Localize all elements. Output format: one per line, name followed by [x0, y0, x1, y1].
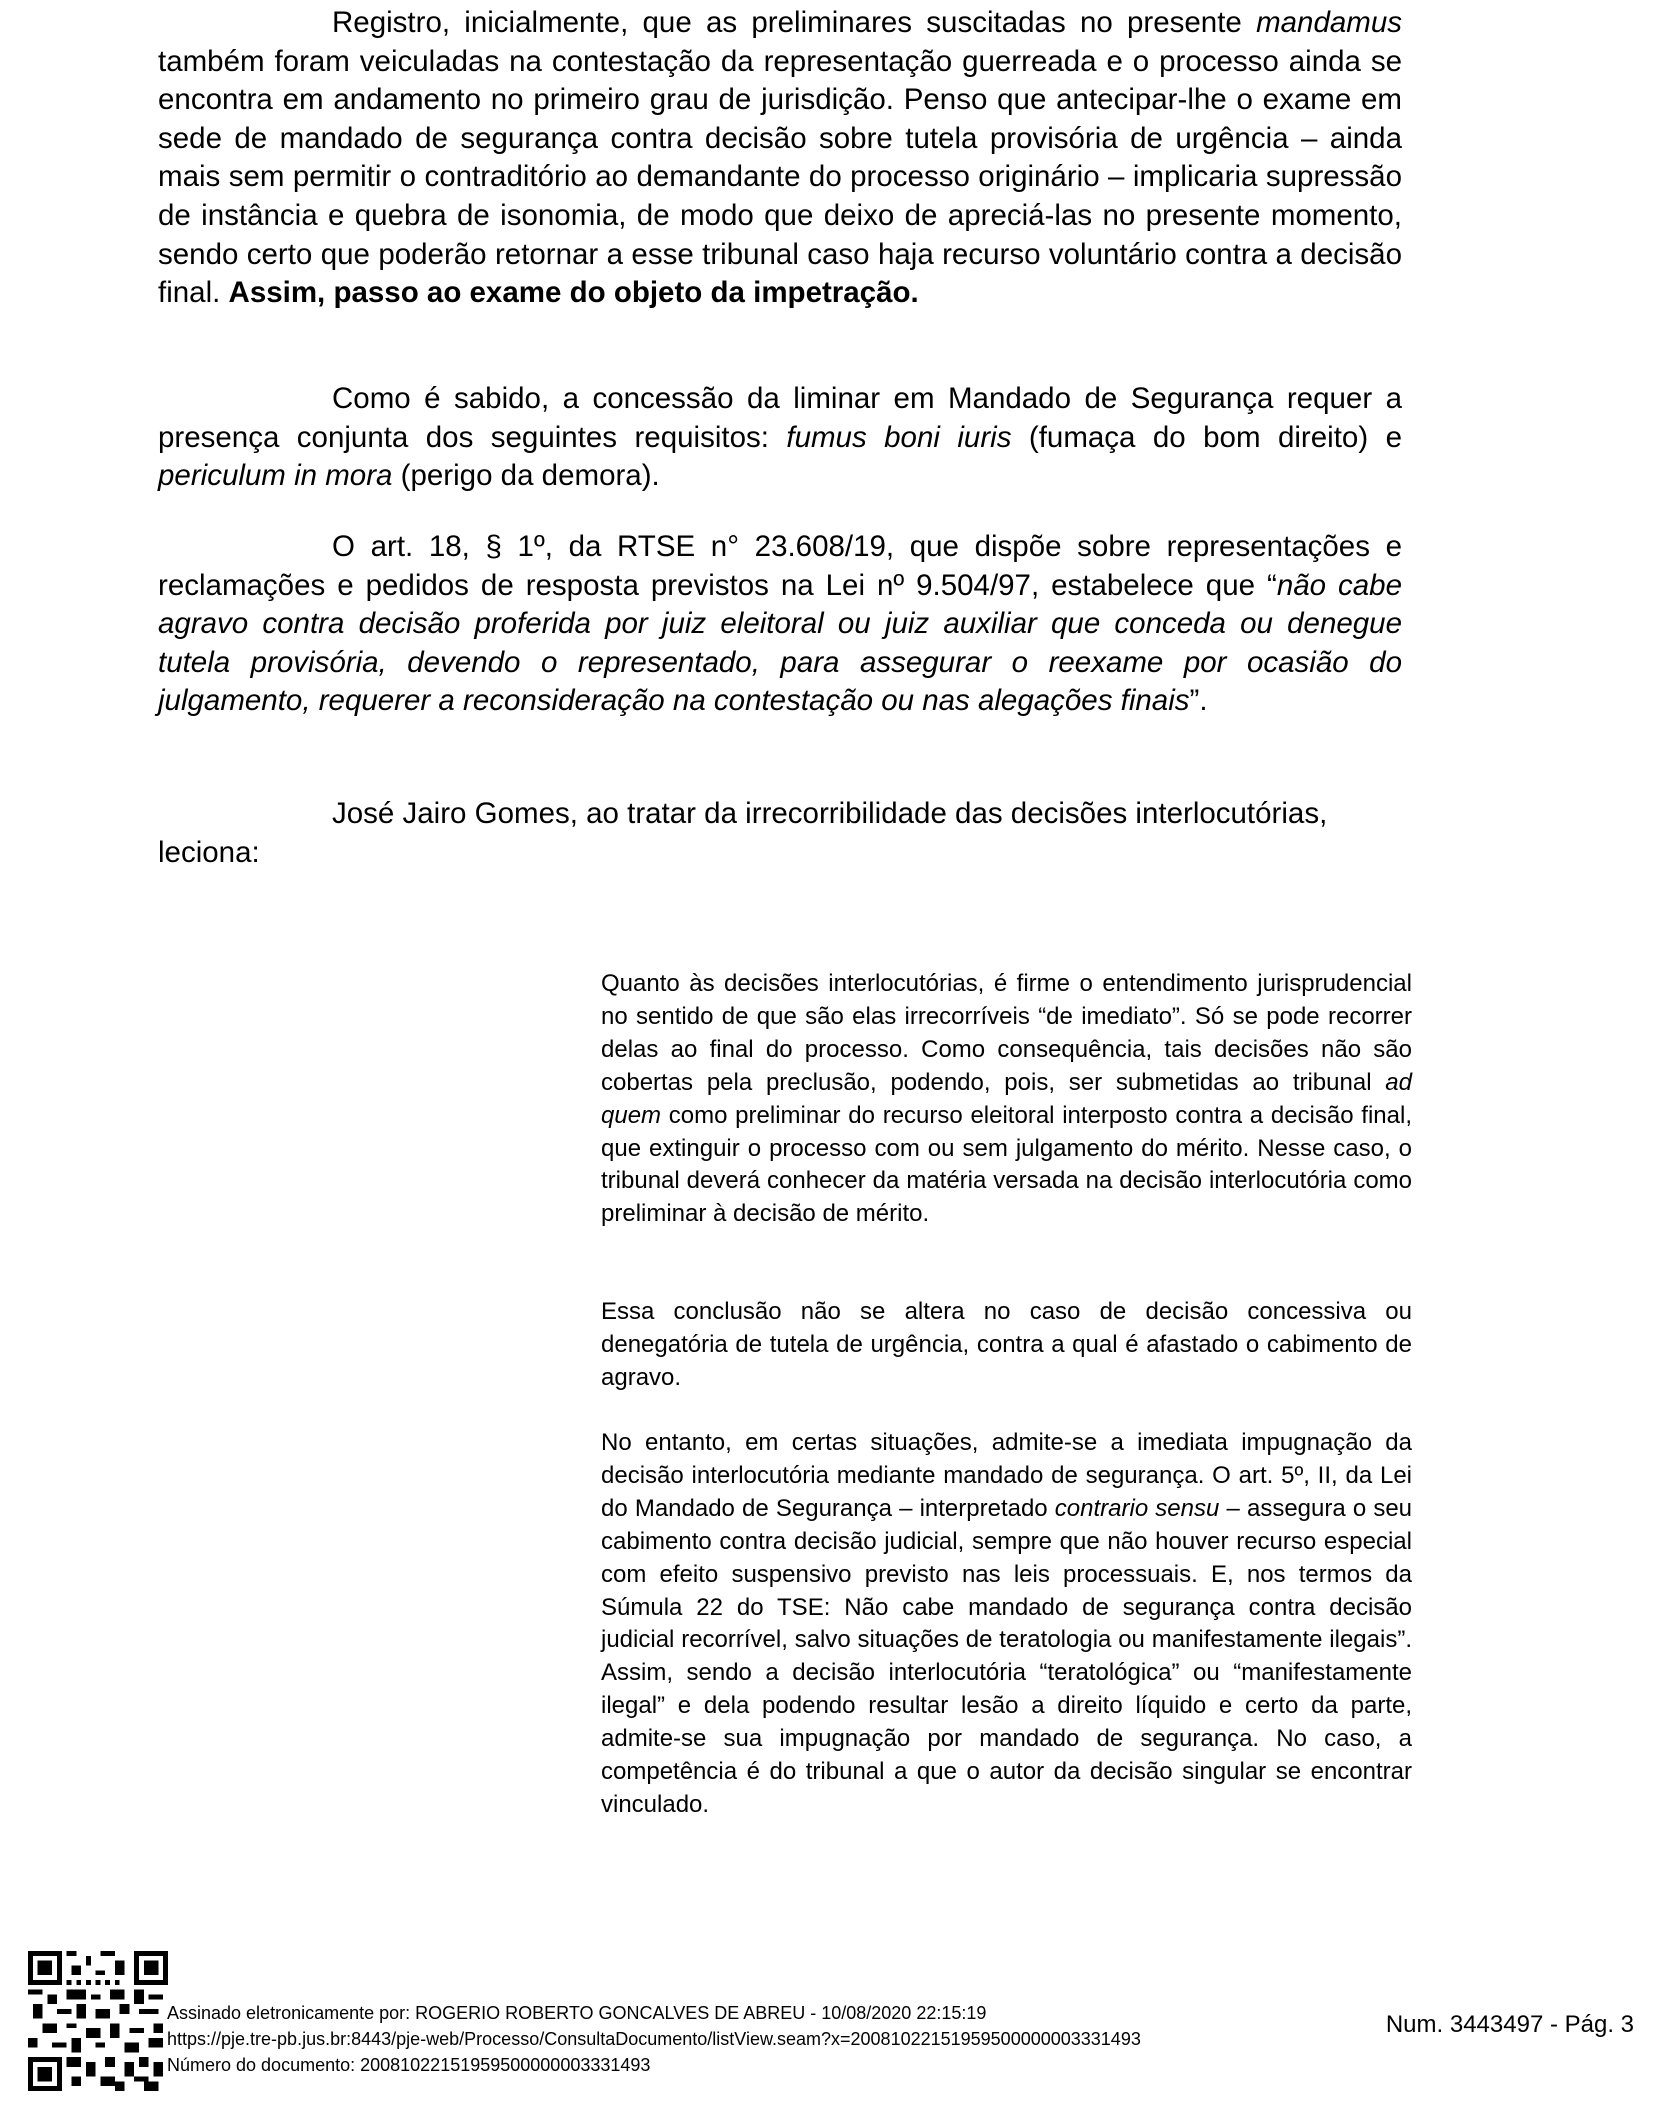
- p2-italic-periculum: periculum in mora: [158, 459, 393, 493]
- p2-text-e: (perigo da demora).: [392, 459, 660, 493]
- p2-text-a: Como é sabido, a concessão da liminar em Mandado de Segurança requer a presença conjunta dos seguintes requisitos:: [158, 382, 1402, 454]
- paragraph-preliminares: [158, 4, 1402, 313]
- q3-text-c: – assegura o seu cabimento contra decisão judicial, sempre que não houver recurso especial com efeito suspensivo previsto nas leis processuais. E, nos termos da Súmula 22 do TSE: Não cabe mandado de segurança contra decisão judicial recorrível, salvo situações de teratologia ou manifestamente ilegais”. Assim, sendo a decisão interlocutória “teratológica” ou “manifestamente ilegal” e dela podendo resultar lesão a direito líquido e certo da parte, admite-se sua impugnação por mandado de segurança. No caso, a competência é do tribunal a que o autor da decisão singular se encontrar vinculado.: [601, 1494, 1413, 1818]
- p1-text-c: também foram veiculadas na contestação da representação guerreada e o processo ainda se encontra em andamento no primeiro grau de jurisdição. Penso que antecipar-lhe o exame em sede de mandado de segurança contra decisão sobre tutela provisória de urgência – ainda mais sem permitir o contraditório ao demandante do processo originário – implicaria supressão de instância e quebra de isonomia, de modo que deixo de apreciá-las no presente momento, sendo certo que poderão retornar a esse tribunal caso haja recurso voluntário contra a decisão final.: [158, 44, 1402, 310]
- q3-text-a: No entanto, em certas situações, admite-se a imediata impugnação da decisão interlocutória mediante mandado de segurança. O art. 5º, II, da Lei do Mandado de Segurança – interpretado: [601, 1429, 1412, 1522]
- p3-italic-citation: não cabe agravo contra decisão proferida por juiz eleitoral ou juiz auxiliar que conceda ou denegue tutela provisória, devendo o representado, para assegurar o reexame por ocasião do julgamento, requerer a reconsideração na contestação ou nas alegações finais: [158, 568, 1402, 718]
- q1-text-c: como preliminar do recurso eleitoral interposto contra a decisão final, que extinguir o processo com ou sem julgamento do mérito. Nesse caso, o tribunal deverá conhecer da matéria versada na decisão interlocutória como preliminar à decisão de mérito.: [601, 1101, 1412, 1228]
- p3-text-c: ”.: [1189, 684, 1208, 718]
- p1-italic-mandamus: mandamus: [1256, 6, 1402, 39]
- q2-text: Essa conclusão não se altera no caso de decisão concessiva ou denegatória de tutela de urgência, contra a qual é afastado o cabimento de agravo.: [601, 1298, 1412, 1391]
- p4-text-leciona: leciona:: [158, 836, 260, 869]
- q1-text-a: Quanto às decisões interlocutórias, é firme o entendimento jurisprudencial no sentido de que são elas irrecorríveis “de imediato”. Só se pode recorrer delas ao final do processo. Como consequência, tais decisões não são cobertas pela preclusão, podendo, pois, ser submetidas ao tribunal: [601, 970, 1412, 1096]
- q1-italic-ad-quem: ad quem: [601, 1068, 1412, 1129]
- p1-bold-conclusion: Assim, passo ao exame do objeto da impetração.: [228, 276, 919, 310]
- p3-text-a: O art. 18, § 1º, da RTSE n° 23.608/19, que dispõe sobre representações e reclamações e pedidos de resposta previstos na Lei nº 9.504/97, estabelece que “: [158, 530, 1402, 602]
- footer-doc-number: Número do documento: 20081022151959500000003331493: [167, 2055, 651, 2075]
- paragraph-liminar-requisitos: [158, 380, 1402, 496]
- qr-code-icon: [28, 1951, 168, 2091]
- quote-paragraph-3: [601, 1427, 1412, 1822]
- page-number: Num. 3443497 - Pág. 3: [1385, 2011, 1634, 2038]
- quote-paragraph-1: [601, 968, 1412, 1231]
- p1-text-a: Registro, inicialmente, que as preliminares suscitadas no presente: [332, 6, 1257, 39]
- quote-paragraph-2: [601, 1296, 1412, 1395]
- paragraph-art18: [158, 528, 1402, 721]
- p2-italic-fumus: fumus boni iuris: [786, 420, 1012, 454]
- p4-text-a: José Jairo Gomes, ao tratar da irrecorribilidade das decisões interlocutórias,: [332, 797, 1328, 830]
- footer-url-link[interactable]: https://pje.tre-pb.jus.br:8443/pje-web/Processo/ConsultaDocumento/listView.seam?x=20081022151959500000003331493: [167, 2029, 1141, 2049]
- q3-italic-contrario-sensu: contrario sensu: [1054, 1494, 1220, 1522]
- footer-signed-by: Assinado eletronicamente por: ROGERIO ROBERTO GONCALVES DE ABREU - 10/08/2020 22:15:19: [167, 2003, 987, 2023]
- paragraph-jose-jairo: [158, 795, 1402, 834]
- p2-text-c: (fumaça do bom direito) e: [1011, 420, 1402, 454]
